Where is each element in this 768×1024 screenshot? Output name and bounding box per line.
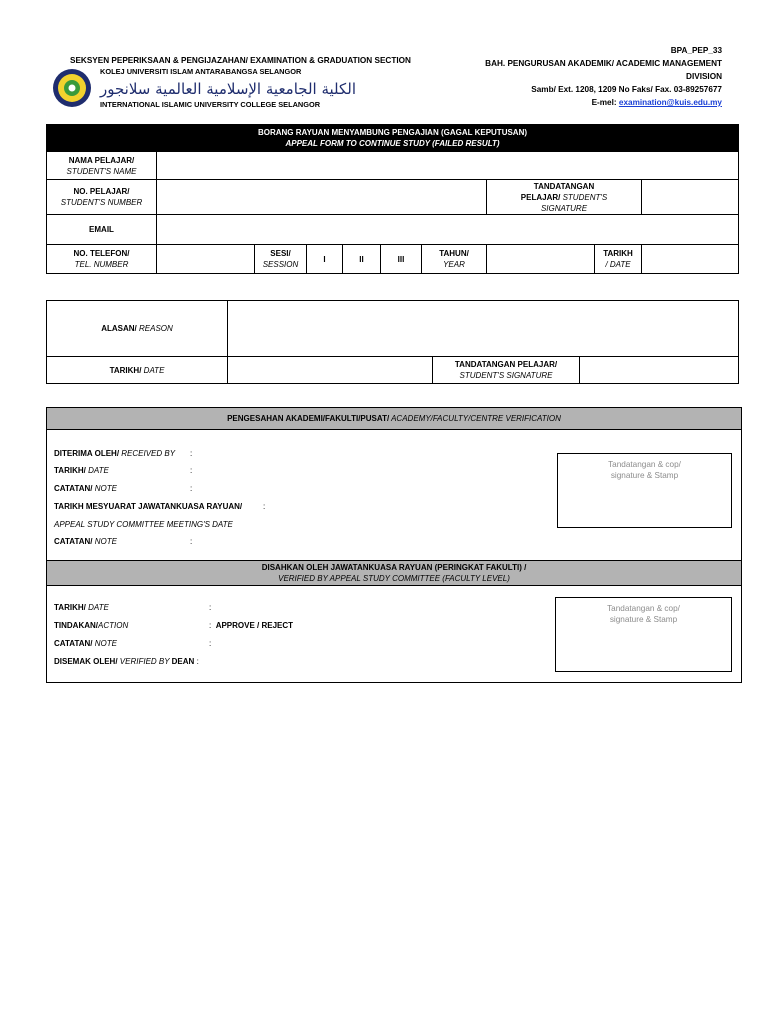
student-number-label: NO. PELAJAR/ STUDENT'S NUMBER [47, 180, 157, 215]
student-name-label: NAMA PELAJAR/ STUDENT'S NAME [47, 152, 157, 180]
reason-label: ALASAN/ REASON [47, 301, 228, 357]
student-details-table [46, 124, 739, 274]
verification-title: PENGESAHAN AKADEMI/FAKULTI/PUSAT/ ACADEMY/FACULTY/CENTRE VERIFICATION [47, 407, 741, 430]
committee-verified-row: DISEMAK OLEH/ VERIFIED BY DEAN : [54, 657, 199, 666]
student-signature-label: TANDATANGAN PELAJAR/ STUDENT'S SIGNATURE [487, 180, 642, 215]
reason-signature-field[interactable] [580, 357, 739, 384]
reason-signature-label: TANDATANGAN PELAJAR/ STUDENT'S SIGNATURE [433, 357, 580, 384]
doc-code: BPA_PEP_33 [670, 46, 722, 55]
committee-date-row: TARIKH/ DATE [54, 603, 109, 612]
header-right [485, 44, 722, 109]
contact: Samb/ Ext. 1208, 1209 No Faks/ Fax. 03-89257677 [531, 85, 722, 94]
meeting-date-en: APPEAL STUDY COMMITTEE MEETING'S DATE [54, 520, 233, 529]
received-by-row: DITERIMA OLEH/ RECEIVED BY [54, 449, 176, 458]
year-label: TAHUN/ YEAR [422, 245, 487, 274]
email-field[interactable] [157, 215, 739, 245]
verification-date-row: TARIKH/ DATE [54, 466, 109, 475]
student-name-field[interactable] [157, 152, 739, 180]
university-logo [50, 67, 357, 109]
committee-stamp-box[interactable]: Tandatangan & cop/ signature & Stamp [555, 597, 732, 672]
reason-table [46, 300, 739, 384]
division-line1: BAH. PENGURUSAN AKADEMIK/ ACADEMIC MANAGEMENT [485, 59, 722, 68]
session-option-2[interactable]: II [343, 245, 381, 274]
email-link[interactable]: examination@kuis.edu.my [618, 98, 722, 107]
verification-note-row: CATATAN/ NOTE [54, 484, 117, 493]
form-title: BORANG RAYUAN MENYAMBUNG PENGAJIAN (GAGAL KEPUTUSAN) APPEAL FORM TO CONTINUE STUDY (FAILED RESULT) [47, 125, 739, 152]
email-label: EMAIL [47, 215, 157, 245]
student-signature-field[interactable] [642, 180, 739, 215]
reason-date-label: TARIKH/ DATE [47, 357, 228, 384]
logo-line2: INTERNATIONAL ISLAMIC UNIVERSITY COLLEGE SELANGOR [100, 100, 321, 109]
approve-reject-option[interactable]: APPROVE / REJECT [215, 621, 294, 630]
reason-date-field[interactable] [228, 357, 433, 384]
section-title: SEKSYEN PEPERIKSAAN & PENGIJAZAHAN/ EXAMINATION & GRADUATION SECTION [70, 56, 411, 65]
meeting-date-row: TARIKH MESYUARAT JAWATANKUASA RAYUAN/ [54, 502, 243, 511]
committee-note-row: CATATAN/ NOTE [54, 639, 117, 648]
logo-arabic: الكلية الجامعية الإسلامية العالمية سلانجور [100, 80, 357, 98]
verification-note2-row: CATATAN/ NOTE [54, 537, 117, 546]
committee-action-row: TINDAKAN/ACTION [54, 621, 129, 630]
year-field[interactable] [487, 245, 595, 274]
division-line2: DIVISION [686, 72, 722, 81]
logo-line1: KOLEJ UNIVERSITI ISLAM ANTARABANGSA SELANGOR [100, 67, 302, 76]
verification-stamp-box[interactable]: Tandatangan & cop/ signature & Stamp [557, 453, 732, 528]
date-label: TARIKH / DATE [595, 245, 642, 274]
session-option-3[interactable]: III [381, 245, 422, 274]
email-row: E-mel: examination@kuis.edu.my [591, 98, 722, 107]
session-label: SESI/ SESSION [255, 245, 307, 274]
date-field[interactable] [642, 245, 739, 274]
phone-field[interactable] [157, 245, 255, 274]
reason-field[interactable] [228, 301, 739, 357]
committee-title: DISAHKAN OLEH JAWATANKUASA RAYUAN (PERINGKAT FAKULTI) / VERIFIED BY APPEAL STUDY COMMITTEE (FACULTY LEVEL) [47, 560, 741, 586]
student-number-field[interactable] [157, 180, 487, 215]
session-option-1[interactable]: I [307, 245, 343, 274]
verification-section: PENGESAHAN AKADEMI/FAKULTI/PUSAT/ ACADEMY/FACULTY/CENTRE VERIFICATION DITERIMA OLEH/ RECEIVED BY : TARIKH/ DATE : CATATAN/ NOTE : TARIKH MESYUARAT JAWATANKUASA RAYUAN/ : APPEAL STUDY COMMITTEE MEETING'S DATE CATATAN/ NOTE : Tandatangan & cop/ signature & Stamp DISAHKAN OLEH JAWATANKUASA RAYUAN (PERINGKAT FAKULTI) / VERIFIED BY APPEAL STUDY COMMITTEE (FACULTY LEVEL) TARIKH/ DATE : TINDAKAN/ACTION : APPROVE / REJECT CATATAN/ NOTE : DISEMAK OLEH/ VERIFIED BY DEAN : Tandatangan & cop/ signature & Stamp [46, 407, 742, 683]
phone-label: NO. TELEFON/ TEL. NUMBER [47, 245, 157, 274]
